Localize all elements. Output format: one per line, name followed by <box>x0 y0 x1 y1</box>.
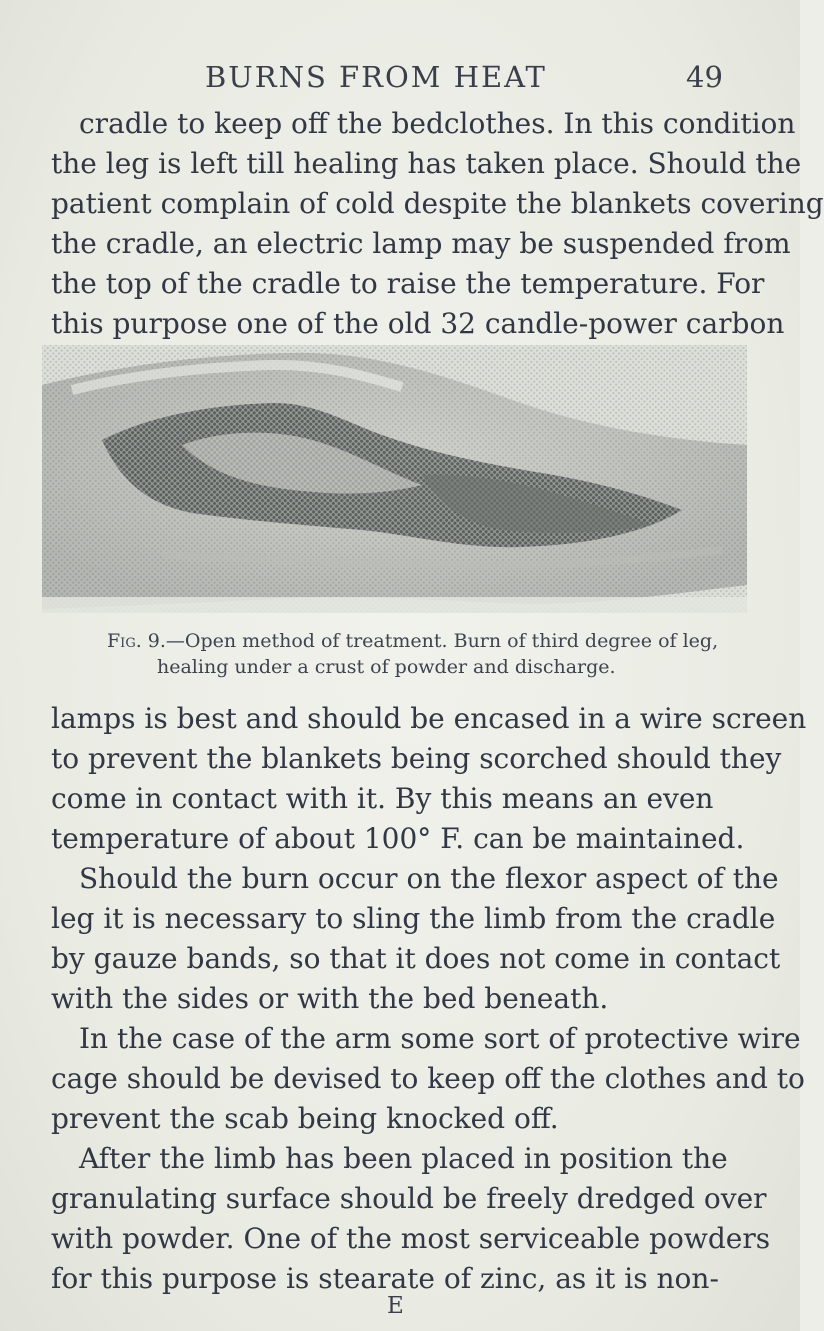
running-title: BURNS FROM HEAT <box>205 60 547 94</box>
text-line: the leg is left till healing has taken place. Should the <box>51 147 802 180</box>
text-line: leg it is necessary to sling the limb from the cradle <box>51 902 776 935</box>
running-head <box>0 60 800 100</box>
text-line: After the limb has been placed in position the <box>79 1142 728 1175</box>
signature-mark: E <box>387 1293 404 1319</box>
text-line: for this purpose is stearate of zinc, as it is non- <box>51 1262 719 1295</box>
figure-caption-text: —Open method of treatment. Burn of third degree of leg, <box>165 630 719 652</box>
text-line: granulating surface should be freely dredged over <box>51 1182 767 1215</box>
figure-caption-line-2: healing under a crust of powder and discharge. <box>157 656 616 678</box>
text-line: patient complain of cold despite the blankets covering <box>51 187 824 220</box>
text-line: come in contact with it. By this means an even <box>51 782 714 815</box>
text-line: to prevent the blankets being scorched should they <box>51 742 782 775</box>
text-line: Should the burn occur on the flexor aspect of the <box>79 862 779 895</box>
text-line: lamps is best and should be encased in a wire screen <box>51 702 807 735</box>
leg-burn-photograph <box>42 345 747 613</box>
text-line: cage should be devised to keep off the clothes and to <box>51 1062 805 1095</box>
text-line: the cradle, an electric lamp may be suspended from <box>51 227 791 260</box>
text-line: this purpose one of the old 32 candle-power carbon <box>51 307 785 340</box>
text-line: with powder. One of the most serviceable powders <box>51 1222 771 1255</box>
text-line: prevent the scab being knocked off. <box>51 1102 559 1135</box>
text-line: the top of the cradle to raise the temperature. For <box>51 267 765 300</box>
page-number: 49 <box>686 60 723 94</box>
text-line: In the case of the arm some sort of protective wire <box>79 1022 801 1055</box>
text-line: cradle to keep off the bedclothes. In this condition <box>79 107 796 140</box>
text-line: by gauze bands, so that it does not come in contact <box>51 942 781 975</box>
text-line: temperature of about 100° F. can be maintained. <box>51 822 745 855</box>
figure-label: Fig. 9. <box>107 630 166 652</box>
text-line: with the sides or with the bed beneath. <box>51 982 609 1015</box>
figure-caption-line-1 <box>107 628 718 654</box>
